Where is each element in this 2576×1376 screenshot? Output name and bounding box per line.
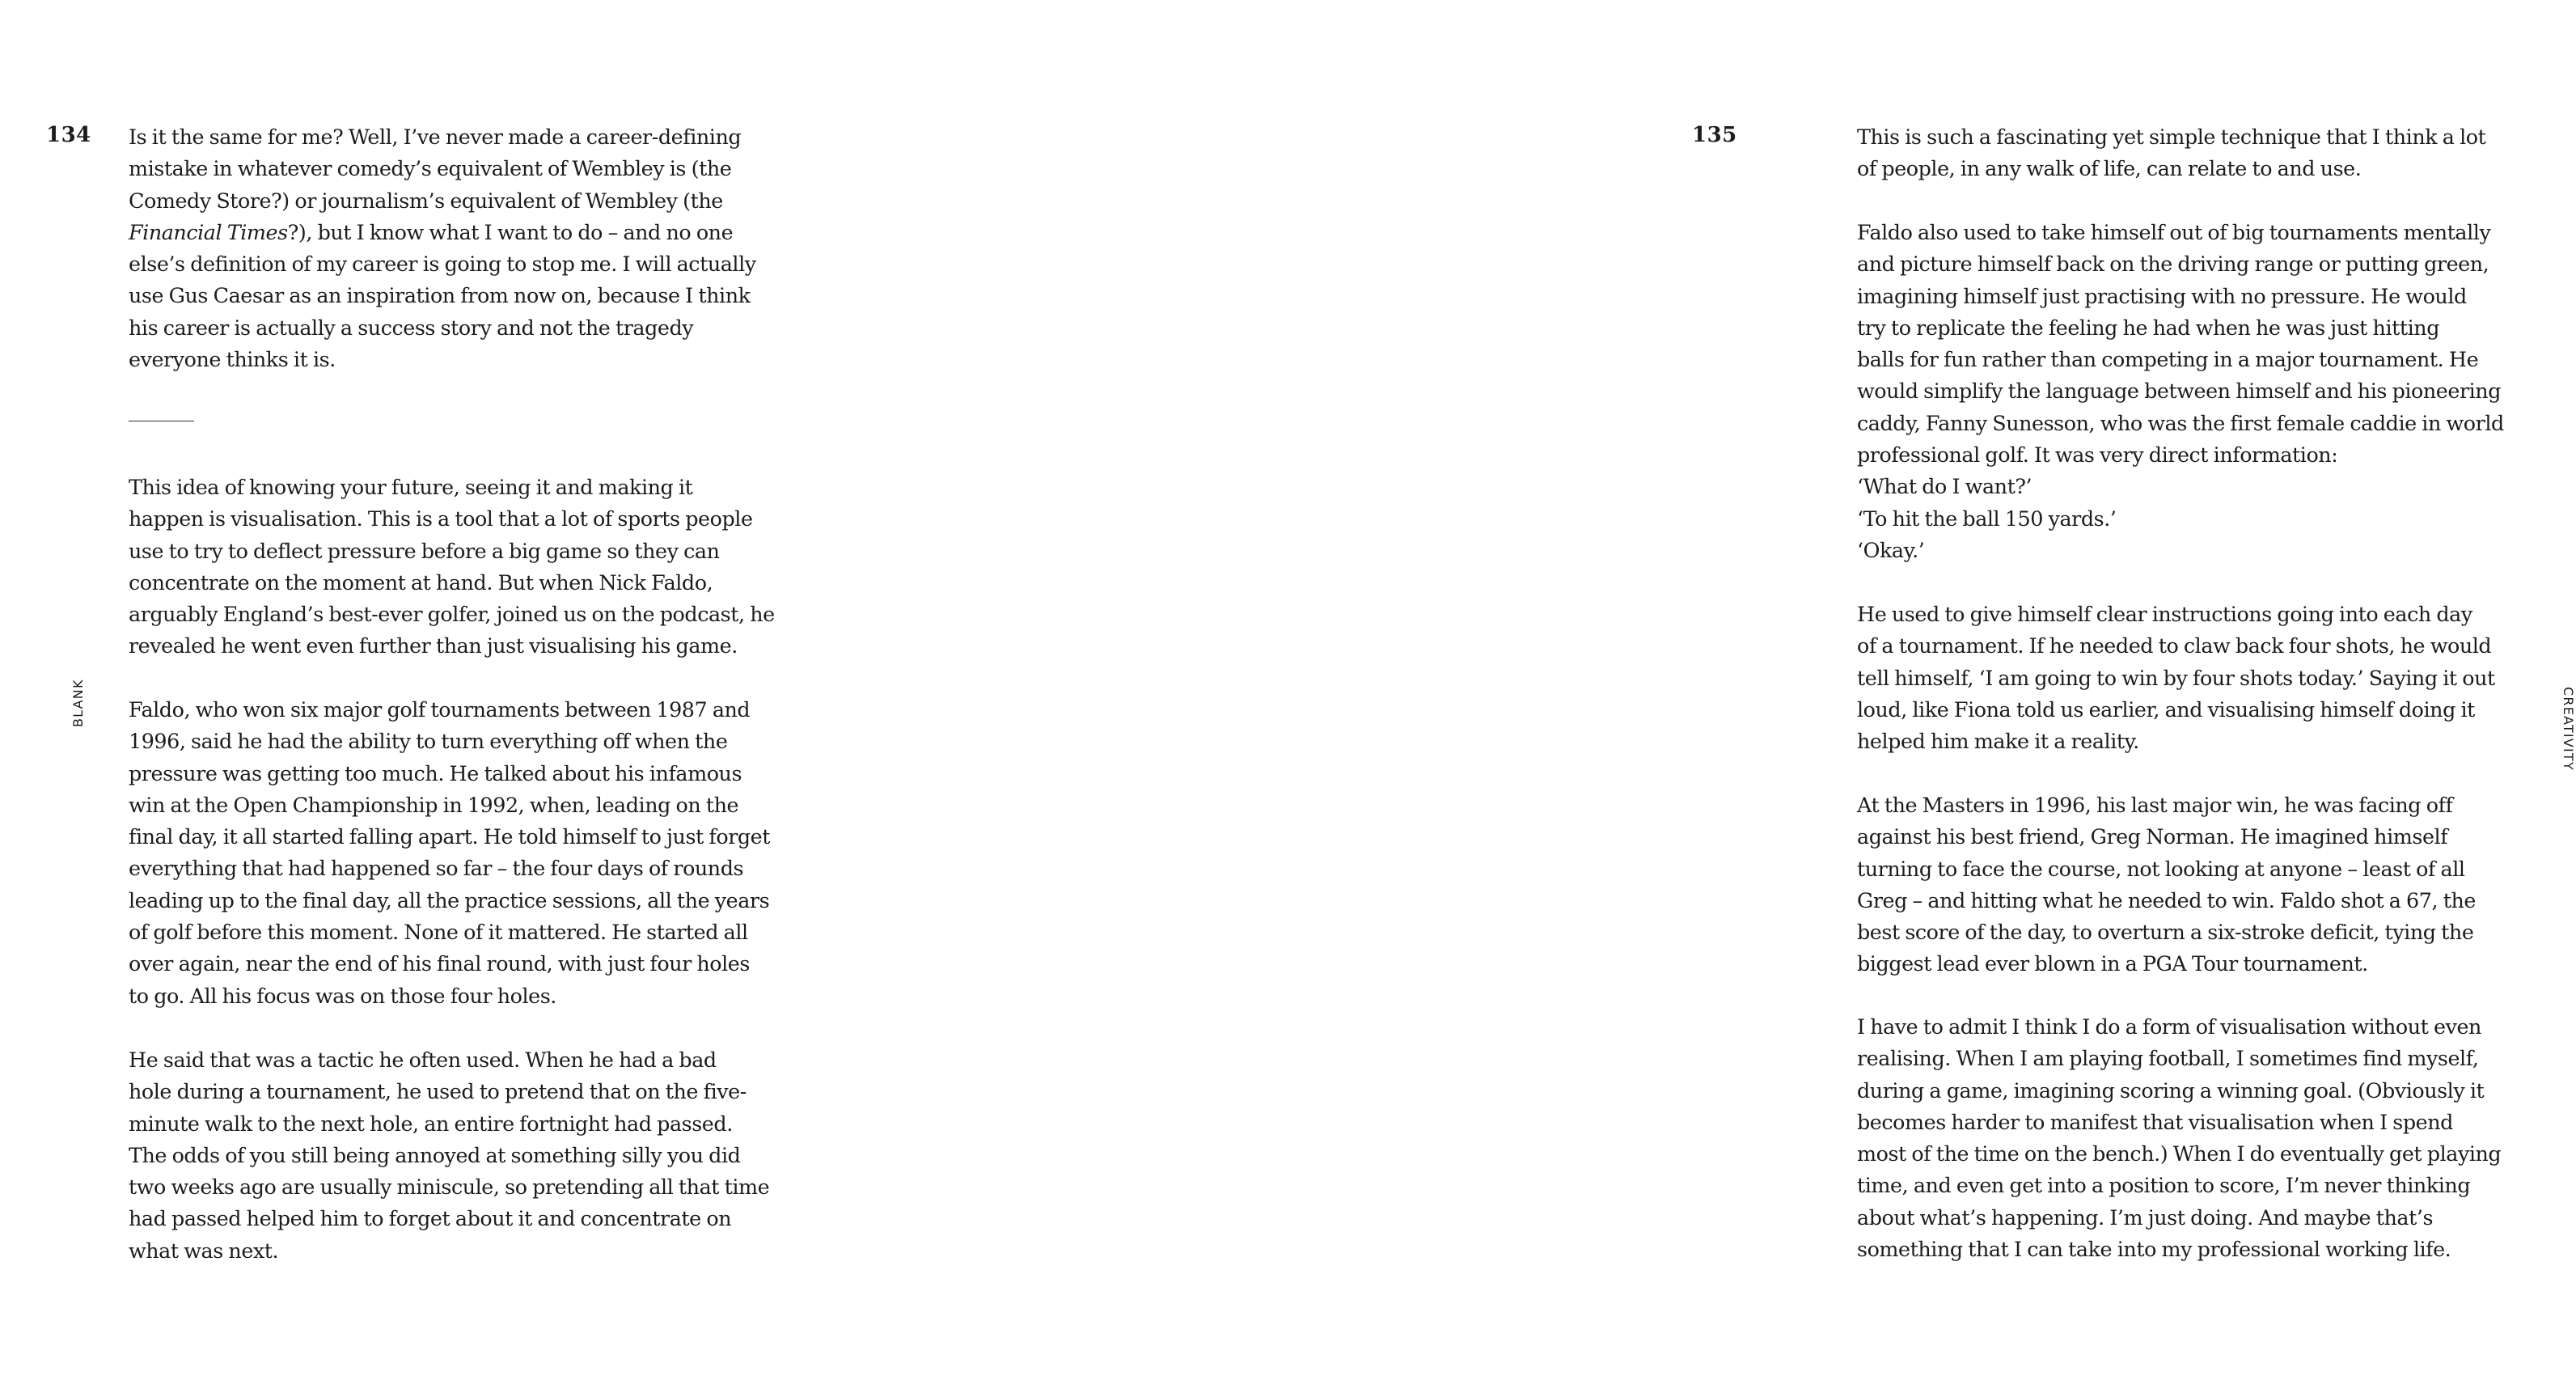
paragraph-technique (1857, 121, 2485, 185)
text-line: tell himself, ‘I am going to win by four shots today.’ Saying it out (1857, 665, 2495, 690)
text-line: professional golf. It was very direct information: (1857, 442, 2338, 468)
running-head-right: CREATIVITY (2561, 687, 2576, 771)
text-line: happen is visualisation. This is a tool that a lot of sports people (129, 506, 753, 531)
text-line: He used to give himself clear instructions going into each day (1857, 602, 2472, 626)
text-fragment: ?), but I know what I want to do – and no one (287, 219, 734, 244)
text-line: against his best friend, Greg Norman. He imagined himself (1857, 824, 2448, 849)
text-line: everyone thinks it is. (129, 347, 336, 372)
text-line: 1996, said he had the ability to turn everything off when the (129, 729, 728, 754)
text-line: something that I can take into my professional working life. (1857, 1237, 2451, 1262)
text-line: loud, like Fiona told us earlier, and visualising himself doing it (1857, 696, 2475, 722)
text-line: hole during a tournament, he used to pretend that on the five- (129, 1079, 747, 1104)
text-line: try to replicate the feeling he had when he was just hitting (1857, 315, 2440, 340)
right-page (879, 0, 2576, 1376)
running-head-left: BLANK (70, 679, 86, 727)
paragraph-visualisation (129, 472, 775, 663)
text-line: final day, it all started falling apart. He told himself to just forget (129, 824, 771, 849)
text-line: turning to face the course, not looking at anyone – least of all (1857, 856, 2465, 881)
text-line: Greg – and hitting what he needed to win. Faldo shot a 67, the (1857, 887, 2476, 912)
text-line: what was next. (129, 1238, 279, 1263)
text-line: concentrate on the moment at hand. But when Nick Faldo, (129, 569, 713, 595)
text-line: best score of the day, to overturn a six-stroke deficit, tying the (1857, 920, 2474, 945)
text-line: win at the Open Championship in 1992, when, leading on the (129, 792, 739, 817)
text-line (129, 217, 756, 248)
text-line: over again, near the end of his final round, with just four holes (129, 951, 750, 976)
paragraph-football (1857, 1011, 2501, 1265)
text-line: during a game, imagining scoring a winning goal. (Obviously it (1857, 1078, 2485, 1103)
paragraph-tactic (129, 1044, 769, 1267)
page-number-left: 134 (46, 123, 91, 147)
paragraph-instructions (1857, 599, 2495, 757)
text-line: imagining himself just practising with no pressure. He would (1857, 283, 2467, 308)
text-line: This is such a fascinating yet simple technique that I think a lot (1857, 125, 2486, 149)
text-line: balls for fun rather than competing in a major tournament. He (1857, 347, 2479, 372)
paragraph-career-defining (129, 121, 756, 375)
text-line: Faldo also used to take himself out of big tournaments mentally (1857, 220, 2491, 244)
text-line: Faldo, who won six major golf tournaments between 1987 and (129, 697, 751, 722)
text-line: else’s definition of my career is going to stop me. I will actually (129, 252, 756, 277)
text-line: mistake in whatever comedy’s equivalent of Wembley is (the (129, 156, 732, 181)
text-line: realising. When I am playing football, I sometimes find myself, (1857, 1046, 2479, 1071)
text-line: use Gus Caesar as an inspiration from now on, because I think (129, 283, 751, 308)
text-line: ‘What do I want?’ (1857, 474, 2032, 499)
text-line: use to try to deflect pressure before a big game so they can (129, 538, 720, 563)
text-line: and picture himself back on the driving range or putting green, (1857, 252, 2489, 277)
text-line: his career is actually a success story and not the tragedy (129, 315, 694, 340)
text-line: pressure was getting too much. He talked about his infamous (129, 760, 742, 785)
text-line: of a tournament. If he needed to claw back four shots, he would (1857, 633, 2492, 658)
text-line: had passed helped him to forget about it and concentrate on (129, 1206, 732, 1231)
text-line: caddy, Fanny Sunesson, who was the first female caddie in world (1857, 410, 2504, 435)
paragraph-faldo-majors (129, 694, 770, 1012)
left-page (0, 0, 879, 1376)
text-line: to go. All his focus was on those four holes. (129, 983, 556, 1008)
paragraph-masters (1857, 790, 2476, 980)
text-line: leading up to the final day, all the practice sessions, all the years (129, 887, 770, 912)
text-line: Is it the same for me? Well, I’ve never made a career-defining (129, 125, 742, 149)
text-line: ‘To hit the ball 150 yards.’ (1857, 506, 2117, 531)
text-line: time, and even get into a position to score, I’m never thinking (1857, 1173, 2471, 1198)
text-line: revealed he went even further than just visualising his game. (129, 633, 738, 658)
text-line: everything that had happened so far – the four days of rounds (129, 856, 744, 881)
text-line: This idea of knowing your future, seeing it and making it (129, 475, 693, 499)
text-line: Comedy Store?) or journalism’s equivalent of Wembley (the (129, 188, 723, 213)
text-line: would simplify the language between himself and his pioneering (1857, 379, 2502, 404)
text-line: minute walk to the next hole, an entire fortnight had passed. (129, 1111, 733, 1136)
text-line: becomes harder to manifest that visualisation when I spend (1857, 1109, 2453, 1134)
text-line: I have to admit I think I do a form of visualisation without even (1857, 1014, 2481, 1039)
text-line: two weeks ago are usually miniscule, so pretending all that time (129, 1175, 770, 1200)
italic-title: Financial Times (129, 219, 288, 244)
text-line: arguably England’s best-ever golfer, joined us on the podcast, he (129, 602, 775, 627)
text-line: most of the time on the bench.) When I do eventually get playing (1857, 1141, 2502, 1166)
paragraph-driving-range (1857, 217, 2504, 566)
text-line: of people, in any walk of life, can relate to and use. (1857, 156, 2362, 181)
text-line: He said that was a tactic he often used. When he had a bad (129, 1048, 717, 1072)
text-line: about what’s happening. I’m just doing. And maybe that’s (1857, 1205, 2434, 1230)
text-line: of golf before this moment. None of it mattered. He started all (129, 920, 748, 945)
page-number-right: 135 (1692, 123, 1737, 147)
text-line: biggest lead ever blown in a PGA Tour tournament. (1857, 951, 2368, 976)
text-line: At the Masters in 1996, his last major win, he was facing off (1857, 793, 2453, 817)
text-line: The odds of you still being annoyed at something silly you did (129, 1142, 741, 1167)
text-line: helped him make it a reality. (1857, 729, 2139, 754)
text-line: ‘Okay.’ (1857, 537, 1925, 562)
